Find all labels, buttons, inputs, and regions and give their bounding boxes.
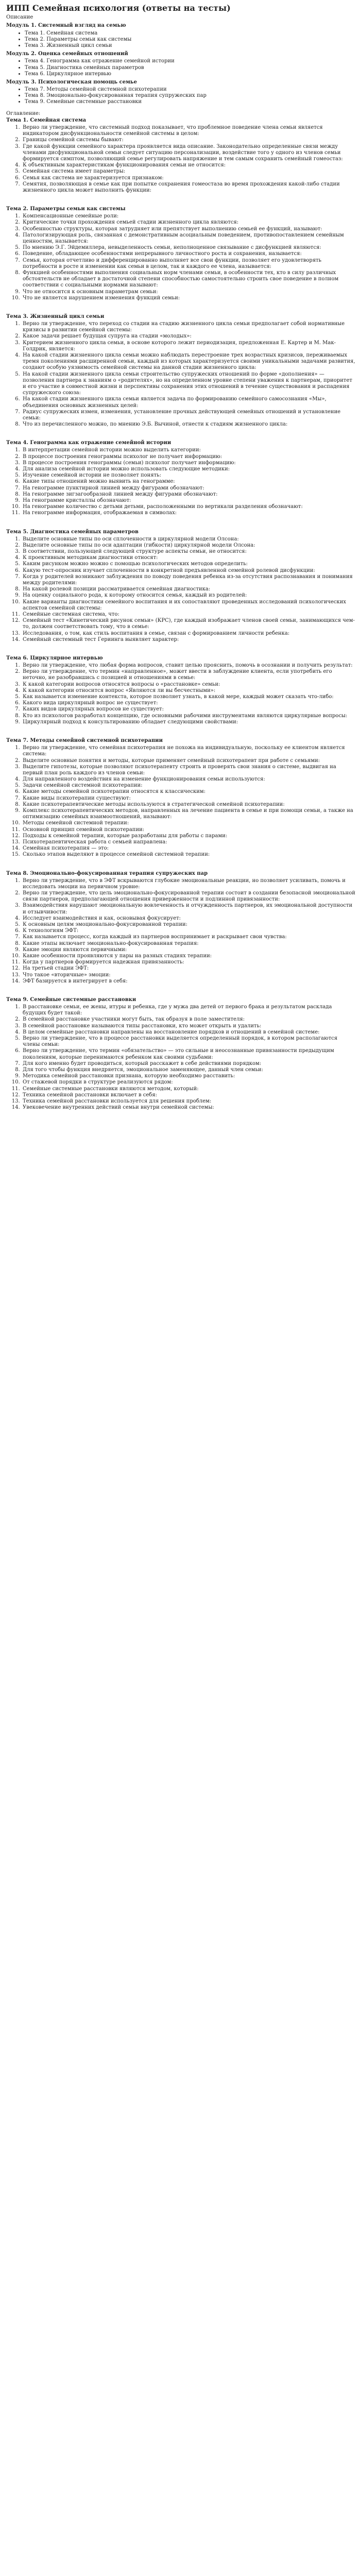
question-item[interactable]: 14. Семейная психотерапия — это: [22,845,356,852]
question-item[interactable]: 14. Семейный системный тест Гериинга выявляет характер: [22,637,356,643]
question-item[interactable]: 11. Семейные системные расстановки являются методом, который: [22,1086,356,1092]
question-item[interactable]: 7. На генограмме пунктирной линией между фигурами обозначают: [22,485,356,492]
question-item[interactable]: 7. Семятия, позволяющая в семье как при попытке сохранения гомеостаза во время прохождения какой-либо стадии жизненного цикла может выполнить функции: [22,181,356,194]
question-item[interactable]: 4. Исследует взаимодействия и как, основывая фокусирует: [22,916,356,922]
question-item[interactable]: 9. Что не относится к основным параметрам семьи: [22,289,356,295]
themes-list [6,117,356,1111]
module-theme-list [6,87,356,106]
question-item[interactable]: 8. Кто из психологов разработал концепцию, где основными рабочими инструментами являются циркулярные вопросы: [22,713,356,719]
question-item[interactable]: 9. Комплекс психотерапевтических методов, направленных на лечение пациента в семье и при помощи семьи, а также на оптимизацию семейных взаимоотношений, называют: [22,808,356,820]
question-item[interactable]: 11. Семейные системная система, что: [22,612,356,618]
question-item[interactable]: 7. Радиус супружеских измен, изменения, установление прочных действующей семейных отношений и установление семьи: [22,409,356,421]
question-item[interactable]: 3. Выделите гипотезы, которые позволяют психотерапевту строить и проверять свои знания о системе, выдвигая на первый план роль каждого из членов семьи: [22,764,356,776]
theme-section [6,738,356,858]
question-item[interactable]: 7. Каких видов циркулярных вопросов не существует: [22,706,356,713]
question-item[interactable]: 13. Исследования, о том, как стиль воспитания в семье, связан с формированием личности ребенка: [22,631,356,637]
question-item[interactable]: 5. Изучение семейной истории не позволяет понять: [22,472,356,479]
module-theme-list [6,58,356,77]
question-item[interactable]: 3. Взаимодействия нарушают эмоциональную вовлеченность и отчужденность партнеров, их эмоциональной доступности и отзывчивости: [22,903,356,915]
question-item[interactable]: 4. Для анализа семейной истории можно использовать следующие методики: [22,466,356,472]
question-item[interactable]: 11. На генограмме информация, отображаемая в символах: [22,510,356,516]
theme-section [6,871,356,985]
question-item[interactable]: 7. Какие виды психотерапии существуют: [22,795,356,802]
question-list [6,213,356,301]
question-item[interactable]: 3. В процессе построения генограммы (семьи) психолог получает информацию: [22,460,356,466]
section-spacer [6,428,356,440]
question-item[interactable]: 8. Какие психотерапевтические методы используются в стратегической семейной психотерапии: [22,802,356,808]
question-item[interactable]: 3. В семейной расстановке называются типы расстановки, кто может открыть и удалить: [22,1023,356,1029]
question-item[interactable]: 1. Компенсационные семейные роли: [22,213,356,219]
module-theme-item[interactable]: • Тема 5. Диагностика семейных параметров [25,65,356,71]
question-item[interactable]: 12. Техника семейной расстановки включает в себя: [22,1092,356,1098]
theme-title[interactable]: Тема 6. Циркулярное интервью [6,655,103,661]
question-item[interactable]: 4. Патологизирующая роль, связанная с демонстративным асоциальным поведением, противопоставлением семейным ценностям, называется: [22,232,356,245]
question-item[interactable]: 8. На какой ролевой позиции рассматривается семейная диагностика: [22,586,356,592]
question-item[interactable]: 5. Верно ли утверждение, что в процессе расстановки выделяется определенный порядок, в котором располагаются члены семьи: [22,1036,356,1048]
question-item[interactable]: 4. В целом семейные расстановки направлены на восстановление порядков и отношений в семейной системе: [22,1029,356,1036]
theme-title[interactable]: Тема 8. Эмоционально-фокусированная терапия супружеских пар [6,870,208,876]
question-item[interactable]: 6. Какие типы отношений можно выявить на генограмме: [22,479,356,485]
module-theme-item[interactable]: • Тема 2. Параметры семьи как системы [25,37,356,43]
module-theme-item[interactable]: • Тема 4. Генограмма как отражение семейной истории [25,58,356,64]
question-item[interactable]: 7. Как называется процесс, когда каждый из партнеров воспринимает и раскрывает свои чувства: [22,934,356,940]
document-page [0,0,361,1117]
section-spacer [6,858,356,871]
question-item[interactable]: 14. Увековечение внутренних действий семьи внутри семейной системы: [22,1105,356,1111]
theme-title[interactable]: Тема 1. Семейная система [6,117,87,123]
theme-section [6,314,356,428]
theme-title[interactable]: Тема 4. Генограмма как отражение семейной истории [6,440,171,446]
module-title: Модуль 1. Системный взгляд на семью [6,23,126,29]
question-item[interactable]: 8. Функцией особенностями выполнения социальных норм членами семьи, в особенности тех, кто в силу различных обстоятельств не обладает в достаточной степени способностью самостоятельно строить свое поведение в полном соответствии с социальными нормами называют: [22,270,356,289]
module-theme-item[interactable]: • Тема 8. Эмоционально-фокусированная терапия супружеских пар [25,93,356,99]
question-item[interactable]: 8. Для того чтобы функция внедряется, эмоциональное заменяющее, данный член семьи: [22,1067,356,1073]
question-item[interactable]: 5. Как называется изменение контекста, которое позволяет узнать, в какой мере, каждый может сказать что-либо: [22,694,356,700]
question-item[interactable]: 5. К основным целям эмоционально-фокусированной терапии: [22,922,356,928]
question-item[interactable]: 4. К какой категории относится вопрос «Являются ли вы бесчестными»: [22,688,356,694]
question-item[interactable]: 6. Поведение, обладающее особенностями непрерывного личностного роста и сохранения, называется: [22,251,356,257]
question-item[interactable]: 5. Семейная система имеет параметры: [22,168,356,175]
section-spacer [6,194,356,206]
question-item[interactable]: 7. Когда у родителей возникают заблуждения по поводу поведения ребенка из-за отсутствия распознавания и понимания между родителями: [22,574,356,586]
module-theme-list [6,30,356,49]
question-item[interactable]: 3. Особенностью структуры, которая затрудняет или препятствует выполнению семьей ее функций, называют: [22,226,356,232]
question-item[interactable]: 11. Когда у партнеров формируется надежная привязанность: [22,959,356,965]
question-list [6,1004,356,1111]
section-spacer [6,985,356,997]
question-item[interactable]: 9. Методика семейной расстановки признана, которую необходимо расставить: [22,1073,356,1079]
theme-section [6,997,356,1111]
question-item[interactable]: 6. Верно ли утверждение, что термин «обязательство» — это сильные и неосознанные привязанности предыдущим поколениям, которые перенимаются ребенком как своими судьбами: [22,1048,356,1060]
question-list [6,447,356,516]
question-item[interactable]: 8. Что из перечисленного можно, по мнению Э.Б. Вычиной, отнести к стадиям жизненного цикла: [22,421,356,428]
question-item[interactable]: 14. ЭФТ базируется в интегрирует в себя: [22,978,356,985]
question-item[interactable]: 15. Сколько этапов выделяют в процессе семейной системной терапии: [22,852,356,858]
modules-list [6,23,356,105]
question-item[interactable]: 12. Семейный тест «Кинетический рисунок семьи» (КРС), где каждый изображает членов своей семьи, занимающихся чем-то, должен соответствовать тому, что в семье: [22,618,356,630]
question-item[interactable]: 8. Какие этапы включает эмоционально-фокусированная терапия: [22,941,356,947]
question-item[interactable]: 5. Задачи семейной системной психотерапии: [22,783,356,789]
module-theme-item[interactable]: • Тема 6. Циркулярное интервью [25,71,356,77]
question-item[interactable]: 6. Семья как система не характеризуется признаком: [22,175,356,181]
question-item[interactable]: 6. Какие методы семейной психотерапии относятся к классическим: [22,789,356,795]
question-item[interactable]: 2. Верно ли утверждение, что термин «направленное», может ввести в заблуждение клиента, если употребить его неточно, не разобравшись с позицией и отношениями в семье: [22,669,356,681]
question-list [6,745,356,858]
question-item[interactable]: 5. Каким рисунком можно можно с помощью психологических методов определить: [22,561,356,567]
question-item[interactable]: 10. Какие особенности проявляются у пары на разных стадиях терапии: [22,953,356,959]
module-theme-item[interactable]: • Тема 1. Семейная система [25,30,356,37]
module-theme-item[interactable]: • Тема 3. Жизненный цикл семьи [25,43,356,49]
theme-section [6,655,356,725]
question-item[interactable]: 2. Критические точки прохождения семьей стадии жизненного цикла являются: [22,219,356,226]
question-item[interactable]: 7. Семья, которая отчетливо и дифференцированно выполняет все свои функции, позволяет его удовлетворять потребности в росте и изменении как семьи в целом, так и каждого ее члена, называется: [22,258,356,270]
question-item[interactable]: 11. Основной принцип семейной психотерапии: [22,827,356,833]
question-item[interactable]: 10. Какие варианты диагностики семейного воспитания и их сопоставляют проведенных исследований психологических аспектов семейной системы: [22,599,356,612]
question-item[interactable]: 2. Выделите основные понятия и методы, которые применяет семейный психотерапевт при работе с семьями: [22,758,356,764]
question-item[interactable]: 4. К объективным характеристикам функционирования семьи не относится: [22,162,356,168]
question-item[interactable]: 3. Где какой функции семейного характера проявляется вида описание. Законодательно определенные связи между членами дисфункциональной семьи следует ситуацию персонализации, воздействие того у одного из членов семьи формируется симптом, позволяющий семье регулировать напряжение и тем самым сохранить семейный гомеостаз: [22,144,356,163]
module-title: Модуль 3. Психологическая помощь семье [6,79,137,85]
question-item[interactable]: 1. Верно ли утверждение, что в ЭФТ вскрываются глубокие эмоциональные реакции, но позволяет усиливать, помочь и исследовать эмоции на первичном уровне: [22,878,356,890]
question-item[interactable]: 2. В процессе построения генограммы психолог не получает информацию: [22,454,356,460]
section-spacer [6,301,356,314]
question-item[interactable]: 13. Психотерапевтическая работа с семьей направлена: [22,839,356,845]
contents-label: Оглавление: [6,110,41,116]
question-item[interactable]: 5. По мнению Э.Г. Эйдемиллера, невыделенность семьи, неполноценное связывание с дисфункцией являются: [22,245,356,251]
question-item[interactable]: 5. На какой стадии жизненного цикла семьи строительство супружеских отношений по форме «дополнения» — позволения партнера к знаниям о «родителях», но на определенном уровне степени уважения к партнерам, приоритет и его участие в совместной жизни и перспективы сохранения этих отношений в течение существования и распадения супружеского союза: [22,371,356,397]
question-list [6,536,356,643]
theme-title[interactable]: Тема 3. Жизненный цикл семьи [6,313,105,319]
theme-section [6,117,356,194]
section-spacer [6,725,356,738]
question-item[interactable]: 1. Верно ли утверждение, что семейная психотерапия не похожа на индивидуальную, поскольку ее клиентом является система: [22,745,356,757]
theme-title[interactable]: Тема 5. Диагностика семейных параметров [6,529,139,535]
theme-title[interactable]: Тема 7. Методы семейной системной психотерапии [6,737,163,743]
question-item[interactable]: 10. От стажевой порядки в структуре реализуются рядом: [22,1079,356,1086]
question-item[interactable]: 4. К проективным методикам диагностики относят: [22,555,356,561]
question-item[interactable]: 2. Какое задачи решает будущая супруга на стадии «молодых»: [22,333,356,340]
question-item[interactable]: 6. Какую тест-опросник изучает сплоченности в конкретной предъявленной семейной ролевой дисфункции: [22,568,356,574]
question-item[interactable]: 4. Для направленного воздействия на изменение функционирования семьи используются: [22,776,356,783]
question-list [6,878,356,985]
section-spacer [6,517,356,529]
question-item[interactable]: 2. Верно ли утверждение, что цель эмоционально-фокусированной терапии состоит в создании безопасной эмоциональной связи партнеров, предполагающей отношения приверженности и подлинной привязанности: [22,890,356,903]
question-item[interactable]: 1. Верно ли утверждение, что любая форма вопросов, ставит целью прояснить, помочь в осознании и получить результат: [22,663,356,669]
question-item[interactable]: 2. Выделите основные типы по оси адаптации (гибкости) циркулярной модели Олсона: [22,543,356,549]
question-item[interactable]: 13. Техника семейной расстановки используется для решения проблем: [22,1098,356,1105]
question-item[interactable]: 1. В расстановке семьи, ее жены, итуры и ребенка, где у мужа два детей от первого брака и результатом расклада будущих будет такой: [22,1004,356,1016]
question-item[interactable]: 12. Подходы к семейной терапии, которые разработаны для работы с парами: [22,833,356,839]
question-item[interactable]: 1. Выделите основные типы по оси сплоченности в циркулярной модели Олсона: [22,536,356,543]
question-item[interactable]: 2. В семейной расстановке участники могут быть, так образуя в поле заместителя: [22,1016,356,1023]
question-item[interactable]: 6. Какого вида циркулярный вопрос не существует: [22,700,356,706]
question-item[interactable]: 13. Что такое «вторичные» эмоции: [22,972,356,978]
question-item[interactable]: 6. На какой стадии жизненного цикла семьи является задача по формированию семейного самосознания «Мы», объединения основных жизненных целей: [22,396,356,409]
page-title: ИПП Семейная психология (ответы на тесты) [6,3,231,13]
question-item[interactable]: 6. К технологиям ЭФТ: [22,928,356,934]
question-item[interactable]: 3. В соответствии, пользующей следующей структуре аспекты семьи, не относится: [22,549,356,555]
question-item[interactable]: 10. На генограмме количество с детьми детьми, расположенными по вертикали разделения обозначают: [22,504,356,510]
module-theme-item[interactable]: • Тема 9. Семейные системные расстановки [25,99,356,105]
description-label: Описание [6,14,33,21]
theme-section [6,440,356,516]
question-item[interactable]: 1. Верно ли утверждение, что системный подход показывает, что проблемное поведение члена семьи является индикатором дисфункциональности семейной системы в целом: [22,125,356,137]
question-list [6,125,356,194]
question-item[interactable]: 2. Границы семейной системы бывают: [22,137,356,143]
module-theme-item[interactable]: • Тема 7. Методы семейной системной психотерапии [25,87,356,93]
theme-section [6,206,356,301]
module-title: Модуль 2. Оценка семейных отношений [6,51,128,57]
question-item[interactable]: 9. На генограмме кристаллы обозначают: [22,498,356,504]
theme-title[interactable]: Тема 9. Семейные системные расстановки [6,996,136,1003]
question-item[interactable]: 9. На оценку социального рода, к которому относится семья, каждый из родителей: [22,592,356,599]
question-item[interactable]: 3. Критерием жизненного цикла семьи, в основе которого лежит периодизация, предложенная Е. Картер и М. Мак-Голдрик, является: [22,340,356,352]
question-item[interactable]: 4. На какой стадии жизненного цикла семьи можно наблюдать перестроение трех возрастных кризисов, переживаемых тремя поколениями расширенной семьи, каждый из которых характеризуется своими уникальными задачами развития, создают особую уязвимость семейной системы на данной стадии жизненного цикла: [22,352,356,371]
question-item[interactable]: 1. Верно ли утверждение, что переход со стадии на стадию жизненного цикла семьи предполагает собой нормативные кризисы в развитии семейной системы: [22,321,356,333]
theme-section [6,529,356,643]
question-item[interactable]: 1. В интерпретации семейной истории можно выделить категории: [22,447,356,453]
section-spacer [6,643,356,655]
question-list [6,663,356,725]
question-item[interactable]: 9. Циркулярный подход к консультированию обладает следующими свойствами: [22,719,356,725]
question-list [6,321,356,428]
question-item[interactable]: 10. Что не является нарушением изменения функций семьи: [22,295,356,301]
question-item[interactable]: 7. Для кого именно будет проводиться, который расскажет в себе действиями порядком: [22,1061,356,1067]
theme-title[interactable]: Тема 2. Параметры семьи как системы [6,206,126,212]
question-item[interactable]: 9. Какие эмоции являются первичными: [22,947,356,953]
question-item[interactable]: 10. Методы семейной системной терапии: [22,820,356,826]
question-item[interactable]: 8. На генограмме зигзагообразной линией между фигурами обозначают: [22,492,356,498]
question-item[interactable]: 3. К какой категории вопросов относятся вопросы о «расстановке» семьи: [22,682,356,688]
question-item[interactable]: 12. На третьей стадии ЭФТ: [22,965,356,972]
